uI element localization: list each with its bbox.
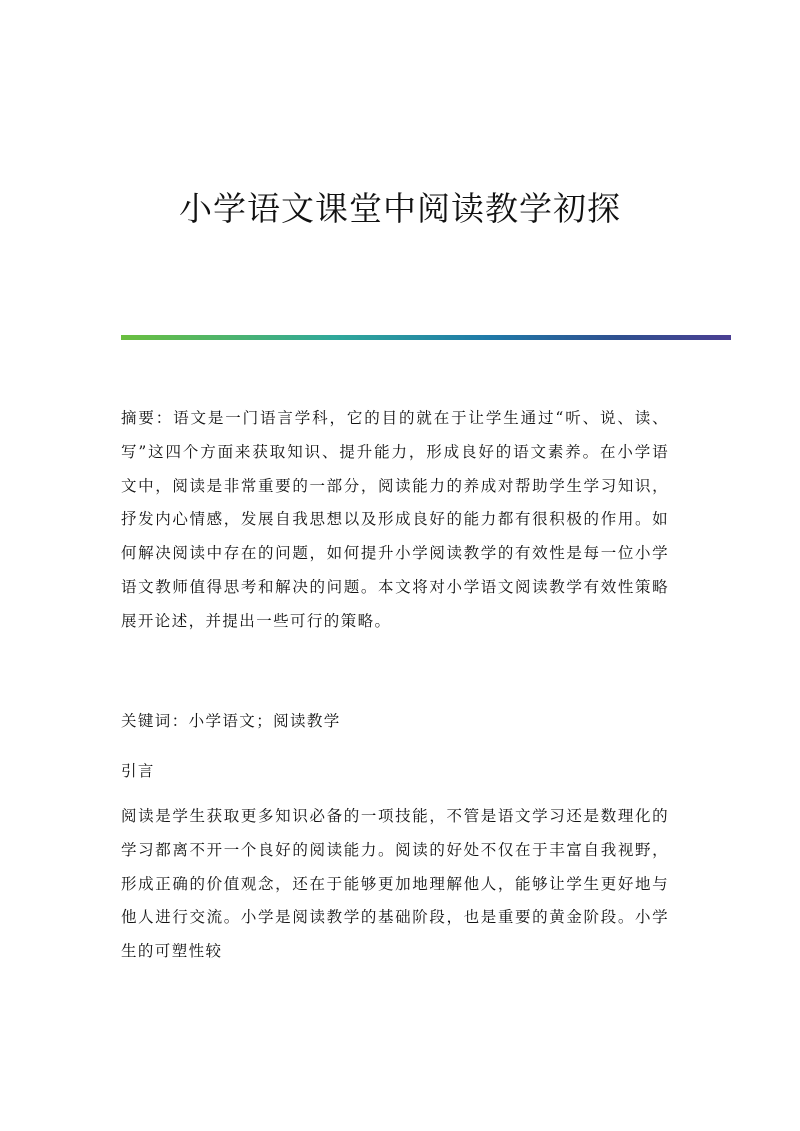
section-heading: 引言 xyxy=(121,762,155,780)
abstract-paragraph: 摘要：语文是一门语言学科，它的目的就在于让学生通过“听、说、读、写”这四个方面来获取知识、提升能力，形成良好的语文素养。在小学语文中，阅读是非常重要的一部分，阅读能力的养成对帮助学生学习知识，抒发内心情感，发展自我思想以及形成良好的能力都有很积极的作用。如何解决阅读中存在的问题，如何提升小学阅读教学的有效性是每一位小学语文教师值得思考和解决的问题。本文将对小学语文阅读教学有效性策略展开论述，并提出一些可行的策略。 xyxy=(121,409,669,630)
body-paragraph: 阅读是学生获取更多知识必备的一项技能，不管是语文学习还是数理化的学习都离不开一个良好的阅读能力。阅读的好处不仅在于丰富自我视野，形成正确的价值观念，还在于能够更加地理解他人，能够让学生更好地与他人进行交流。小学是阅读教学的基础阶段，也是重要的黄金阶段。小学生的可塑性较 xyxy=(121,807,669,961)
keywords-line: 关键词：小学语文；阅读教学 xyxy=(121,712,341,730)
page-title: 小学语文课堂中阅读教学初探 xyxy=(179,189,621,228)
title-divider xyxy=(121,335,731,340)
